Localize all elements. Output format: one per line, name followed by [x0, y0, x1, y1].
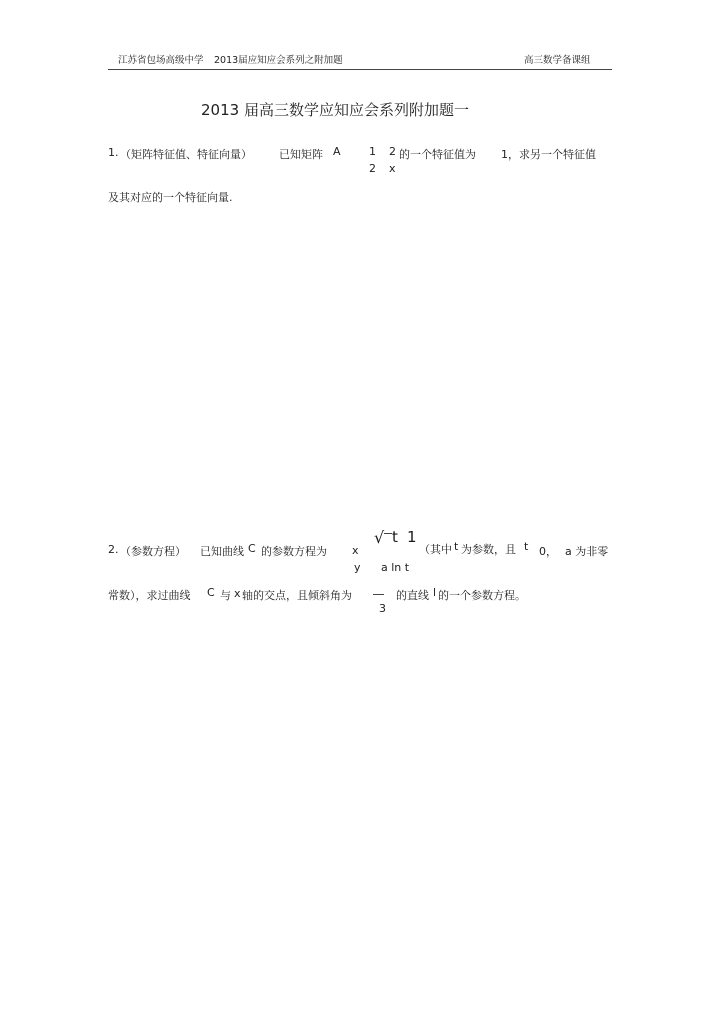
q2-y-expr: a ln t	[381, 561, 410, 574]
q2-line2-l: l	[433, 586, 437, 599]
q2-cond3: a 为非零	[565, 545, 609, 558]
q2-x-expr-1: 1	[407, 528, 417, 546]
q2-line2-c2: 轴的交点，且倾斜角为	[242, 589, 352, 602]
q1-m22: x	[389, 162, 396, 175]
q1-eigen: 1，求另一个特征值	[501, 148, 596, 161]
q2-topic: （参数方程）	[120, 545, 186, 558]
q2-sqrt-bar	[384, 533, 392, 534]
header-rule	[108, 69, 612, 70]
q2-cond-zero: 0，	[539, 545, 557, 558]
q2-cond-t2: t	[524, 540, 529, 553]
q1-matrix-name: A	[333, 145, 341, 158]
q2-cond2: 为参数，且	[461, 543, 516, 556]
q1-number: 1.	[108, 146, 119, 159]
q2-y-var: y	[354, 561, 361, 574]
header-group: 高三数学备课组	[524, 55, 591, 66]
q2-x-var: x	[352, 544, 359, 557]
q2-curve: C	[248, 542, 256, 555]
q1-line2: 及其对应的一个特征向量.	[108, 191, 233, 204]
page-title: 2013 届高三数学应知应会系列附加题一	[201, 101, 469, 119]
q2-line2-d: 的直线	[396, 589, 429, 602]
q2-x-expr-t: t	[392, 528, 398, 546]
q1-topic: （矩阵特征值、特征向量）	[120, 148, 252, 161]
q2-sqrt-symbol: √	[374, 528, 385, 547]
q2-line2-curve: C	[207, 586, 215, 599]
q2-lead2: 的参数方程为	[261, 545, 327, 558]
q1-mid: 的一个特征值为	[399, 148, 476, 161]
q2-line2-a: 常数），求过曲线	[108, 589, 191, 602]
q1-m11: 1	[369, 145, 376, 158]
q2-line2-x: x	[234, 587, 241, 600]
q1-m21: 2	[369, 162, 376, 175]
q1-m12: 2	[389, 145, 396, 158]
q1-lead: 已知矩阵	[279, 148, 323, 161]
q2-line2-b: 与	[220, 589, 231, 602]
q2-fraction-bar	[373, 594, 384, 595]
q2-lead: 已知曲线	[200, 545, 244, 558]
q2-cond1: （其中	[419, 543, 452, 556]
q2-fraction-denominator: 3	[379, 602, 386, 615]
q2-cond-t: t	[454, 540, 459, 553]
header-series: 2013届应知应会系列之附加题	[214, 55, 343, 66]
header-school: 江苏省包场高级中学	[118, 55, 204, 66]
q2-number: 2.	[108, 543, 119, 556]
q2-line2-e: 的一个参数方程。	[438, 589, 526, 602]
